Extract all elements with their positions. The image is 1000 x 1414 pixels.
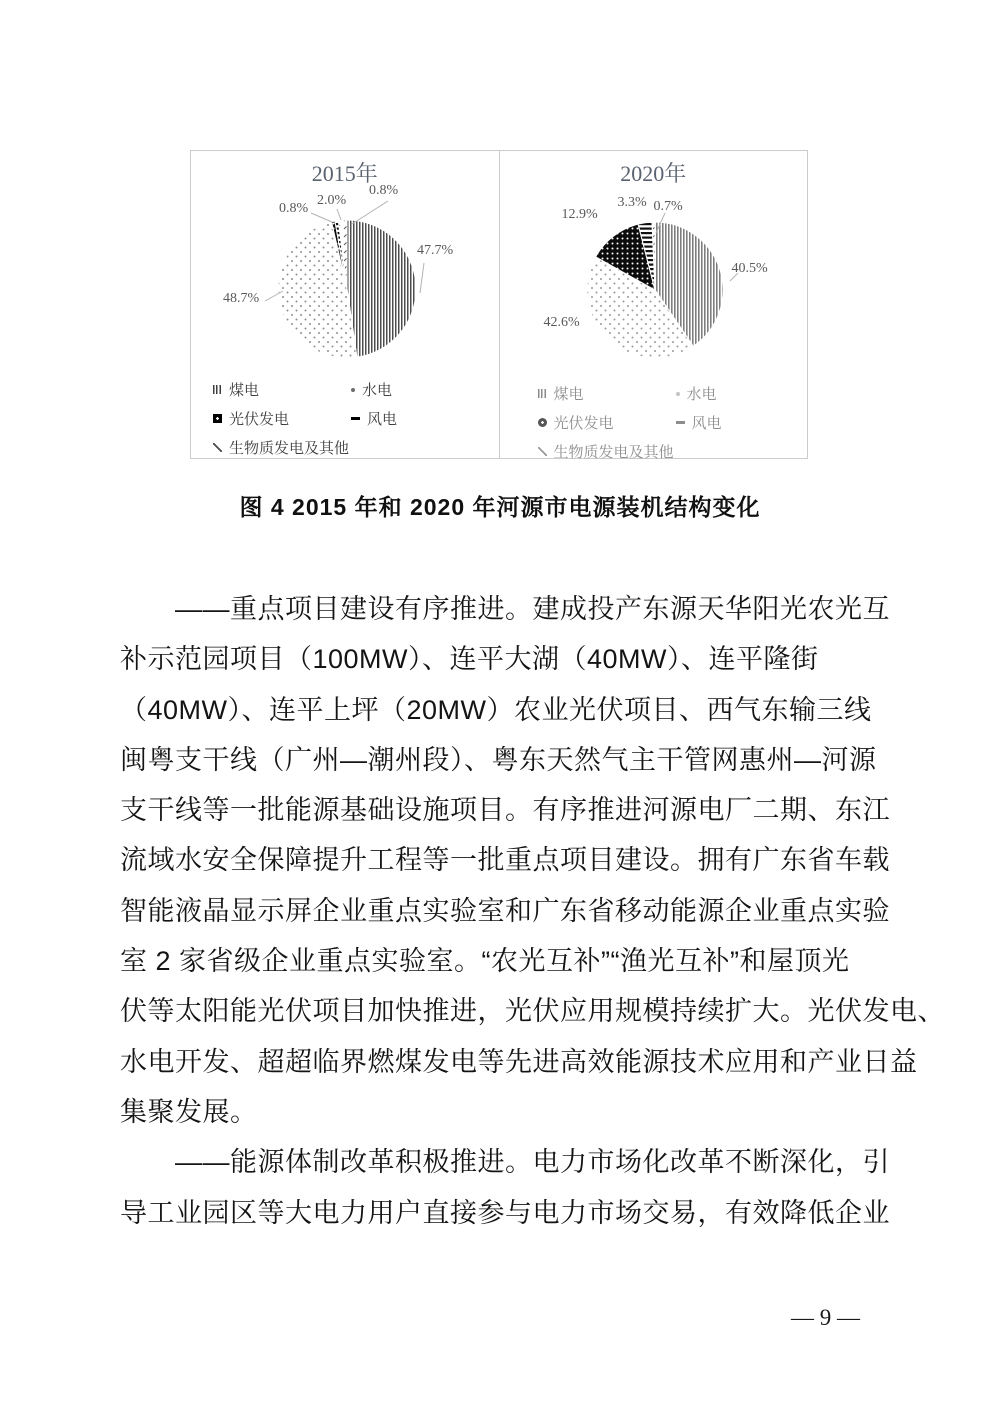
body-line: ——重点项目建设有序推进。建成投产东源天华阳光农光互 <box>175 594 890 624</box>
legend-label: 煤电 <box>229 382 260 399</box>
wind-pattern-icon <box>351 417 360 420</box>
pie-label-biomass-2020: 0.7% <box>653 199 683 214</box>
legend-label: 风电 <box>691 415 722 432</box>
body-line: ——能源体制改革积极推进。电力市场化改革不断深化，引 <box>175 1147 890 1178</box>
legend-item-wind <box>676 412 800 433</box>
hydro-pattern-icon <box>351 388 355 392</box>
legend-2020 <box>538 383 800 462</box>
leader-line <box>337 209 341 220</box>
solar-pattern-icon <box>538 418 547 427</box>
leader-line <box>311 213 332 222</box>
hydro-pattern-icon <box>676 392 680 396</box>
legend-item-hydro <box>351 379 489 400</box>
chart-title-2020: 2020年 <box>620 161 687 186</box>
pie-label-wind-2020: 3.3% <box>617 195 647 210</box>
legend-item-biomass <box>213 437 489 458</box>
body-line: 智能液晶显示屏企业重点实验室和广东省移动能源企业重点实验 <box>120 895 890 926</box>
body-line: 导工业园区等大电力用户直接参与电力市场交易，有效降低企业 <box>120 1197 890 1228</box>
legend-item-solar <box>213 408 351 429</box>
pie-label-solar-2015: 0.8% <box>279 201 309 216</box>
legend-label: 风电 <box>367 411 398 428</box>
leader-line <box>352 201 388 224</box>
figure-pie-charts <box>190 150 808 459</box>
legend-label: 煤电 <box>553 386 584 403</box>
legend-item-wind <box>351 408 489 429</box>
figure-caption: 图 4 2015 年和 2020 年河源市电源装机结构变化 <box>239 494 761 520</box>
leader-line <box>420 263 424 293</box>
pie-panel-2015 <box>191 151 500 458</box>
legend-item-coal <box>213 379 351 400</box>
body-line: （40MW）、连平上坪（20MW）农业光伏项目、西气东输三线 <box>120 694 872 725</box>
body-line: 补示范园项目（100MW）、连平大湖（40MW）、连平隆街 <box>120 644 819 675</box>
pie-label-hydro-2015: 48.7% <box>223 291 260 306</box>
body-line: 支干线等一批能源基础设施项目。有序推进河源电厂二期、东江 <box>120 795 890 826</box>
coal-pattern-icon <box>538 389 547 398</box>
paragraph-key-projects <box>120 584 945 1137</box>
legend-label: 光伏发电 <box>229 411 290 428</box>
body-line: 室 2 家省级企业重点实验室。“农光互补”“渔光互补”和屋顶光 <box>120 946 850 977</box>
pie-label-wind-2015: 0.8% <box>369 183 399 198</box>
pie-panel-2020 <box>500 151 808 461</box>
pie-label-solar-2020: 12.9% <box>561 207 598 222</box>
pie-label-hydro-2020: 42.6% <box>543 315 580 330</box>
body-line: 伏等太阳能光伏项目加快推进，光伏应用规模持续扩大。光伏发电、 <box>120 996 945 1027</box>
legend-label: 水电 <box>686 386 717 403</box>
page-number: — 9 — <box>791 1305 860 1330</box>
body-line: 水电开发、超超临界燃煤发电等先进高效能源技术应用和产业日益 <box>120 1046 918 1077</box>
biomass-pattern-icon <box>213 443 222 452</box>
legend-item-solar <box>538 412 676 433</box>
legend-item-biomass <box>538 441 800 462</box>
legend-label: 生物质发电及其他 <box>229 440 350 457</box>
paragraph-energy-reform <box>120 1137 895 1238</box>
legend-item-hydro <box>676 383 800 404</box>
chart-title-2015: 2015年 <box>311 161 378 186</box>
legend-label: 光伏发电 <box>553 415 614 432</box>
body-line: 集聚发展。 <box>120 1096 258 1127</box>
solar-pattern-icon <box>213 414 222 423</box>
body-text <box>120 584 945 1238</box>
pie-label-coal-2020: 40.5% <box>731 261 768 276</box>
legend-item-coal <box>538 383 676 404</box>
legend-label: 生物质发电及其他 <box>553 444 674 461</box>
legend-2015 <box>213 379 489 458</box>
biomass-pattern-icon <box>538 447 547 456</box>
pie-label-biomass-2015: 2.0% <box>317 193 347 208</box>
pie-slice-coal <box>347 220 416 357</box>
body-line: 闽粤支干线（广州—潮州段）、粤东天然气主干管网惠州—河源 <box>120 744 877 775</box>
wind-pattern-icon <box>676 421 685 424</box>
body-line: 流域水安全保障提升工程等一批重点项目建设。拥有广东省车载 <box>120 845 890 876</box>
coal-pattern-icon <box>213 385 222 394</box>
pie-label-coal-2015: 47.7% <box>417 243 454 258</box>
legend-label: 水电 <box>362 382 393 399</box>
